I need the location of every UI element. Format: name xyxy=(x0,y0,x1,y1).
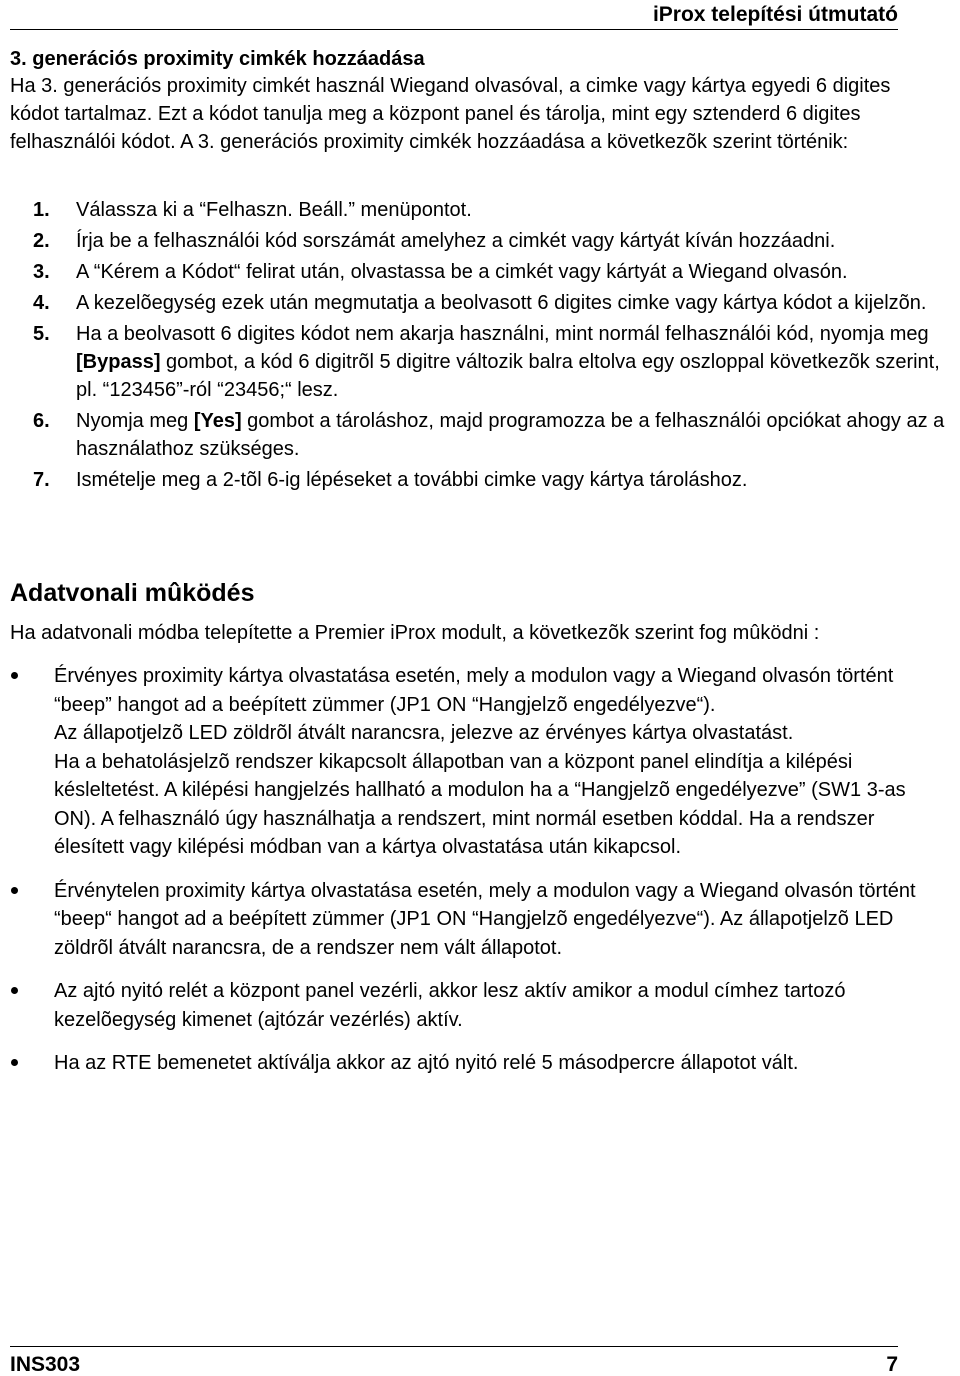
footer-doc-code: INS303 xyxy=(10,1353,81,1376)
document-page xyxy=(10,0,954,1374)
footer-page-number: 7 xyxy=(886,1353,898,1376)
section-title: 3. generációs proximity cimkék hozzáadása xyxy=(10,48,425,70)
bullet-dot-icon xyxy=(11,1059,18,1066)
step-item xyxy=(10,227,945,255)
dataline-bullets xyxy=(10,662,945,1093)
step-item xyxy=(10,196,945,224)
step-text: Ismételje meg a 2-tõl 6-ig lépéseket a további cimke vagy kártya tároláshoz. xyxy=(76,469,748,491)
step-item xyxy=(10,320,945,404)
step-text: A kezelõegység ezek után megmutatja a beolvasott 6 digites cimke vagy kártya kódot a kijelzõn. xyxy=(76,292,927,314)
dataline-heading: Adatvonali mûködés xyxy=(10,579,255,607)
bullet-dot-icon xyxy=(11,987,18,994)
step-number: 7. xyxy=(33,469,50,491)
bullet-paragraph: Érvénytelen proximity kártya olvastatása esetén, mely a modulon vagy a Wiegand olvasón történt “beep“ hangot ad a beépített zümmer (JP1 ON “Hangjelzõ engedélyezve“). Az állapotjelzõ LED zöldrõl átvált narancsra, de a rendszer nem vált állapotot. xyxy=(54,879,916,959)
bullet-paragraph: Érvényes proximity kártya olvastatása esetén, mely a modulon vagy a Wiegand olvasón történt “beep” hangot ad a beépített zümmer (JP1 ON “Hangjelzõ engedélyezve“). xyxy=(54,665,894,716)
steps-list xyxy=(10,196,945,497)
bullet-paragraph: Ha az RTE bemenetet aktíválja akkor az ajtó nyitó relé 5 másodpercre állapotot vált. xyxy=(54,1052,799,1074)
step-number: 6. xyxy=(33,410,50,432)
bullet-item xyxy=(10,662,945,862)
step-item xyxy=(10,407,945,463)
bullet-item xyxy=(10,1049,945,1078)
header-rule xyxy=(10,29,898,30)
step-number: 2. xyxy=(33,230,50,252)
step-text: Írja be a felhasználói kód sorszámát amelyhez a cimkét vagy kártyát kíván hozzáadni. xyxy=(76,230,836,252)
intro-paragraph: Ha 3. generációs proximity cimkét használ Wiegand olvasóval, a cimke vagy kártya egyedi 6 digites kódot tartalmaz. Ezt a kódot tanulja meg a központ panel és tárolja, mint egy sztenderd 6 digites felhasználói kódot. A 3. generációs proximity cimkék hozzáadása a következõk szerint történik: xyxy=(10,75,891,153)
step-text-post: gombot, a kód 6 digitrõl 5 digitre változik balra eltolva egy oszloppal következõk szerint, pl. “123456”-ról “23456;“ lesz. xyxy=(76,351,940,401)
dataline-description: Ha adatvonali módba telepítette a Premier iProx modult, a következõk szerint fog mûködni : xyxy=(10,622,820,644)
bypass-key-label: [Bypass] xyxy=(76,351,161,373)
step-item xyxy=(10,258,945,286)
step-text: A “Kérem a Kódot“ felirat után, olvastassa be a cimkét vagy kártyát a Wiegand olvasón. xyxy=(76,261,848,283)
step-item xyxy=(10,289,945,317)
step-item xyxy=(10,466,945,494)
step-text-post: gombot a tároláshoz, majd programozza be a felhasználói opciókat ahogy az a használathoz szükséges. xyxy=(76,410,945,460)
step-text-pre: Ha a beolvasott 6 digites kódot nem akarja használni, mint normál felhasználói kód, nyomja meg xyxy=(76,323,929,345)
step-number: 3. xyxy=(33,261,50,283)
bullet-dot-icon xyxy=(11,887,18,894)
step-text: Válassza ki a “Felhaszn. Beáll.” menüpontot. xyxy=(76,199,472,221)
step-number: 5. xyxy=(33,323,50,345)
bullet-paragraph: Az állapotjelzõ LED zöldrõl átvált narancsra, jelezve az érvényes kártya olvastatást. xyxy=(54,722,794,744)
running-header: iProx telepítési útmutató xyxy=(652,3,898,26)
bullet-paragraph: Az ajtó nyitó relét a központ panel vezérli, akkor lesz aktív amikor a modul címhez tartozó kezelõegység kimenet (ajtózár vezérlés) aktív. xyxy=(54,980,846,1031)
bullet-item xyxy=(10,877,945,963)
step-number: 1. xyxy=(33,199,50,221)
bullet-paragraph: Ha a behatolásjelzõ rendszer kikapcsolt állapotban van a központ panel elindítja a kilépési késleltetést. A kilépési hangjelzés hallható a modulon ha a “Hangjelzõ engedélyezve” (SW1 3-as ON). A felhasználó úgy használhatja a rendszert, mint normál esetben kóddal. Ha a rendszer élesített vagy kilépési módban van a kártya olvastatása után kikapcsol. xyxy=(54,750,906,858)
yes-key-label: [Yes] xyxy=(193,410,242,432)
step-text-pre: Nyomja meg xyxy=(76,410,194,432)
step-number: 4. xyxy=(33,292,50,314)
footer-rule xyxy=(10,1346,898,1347)
bullet-item xyxy=(10,977,945,1034)
bullet-dot-icon xyxy=(11,672,18,679)
